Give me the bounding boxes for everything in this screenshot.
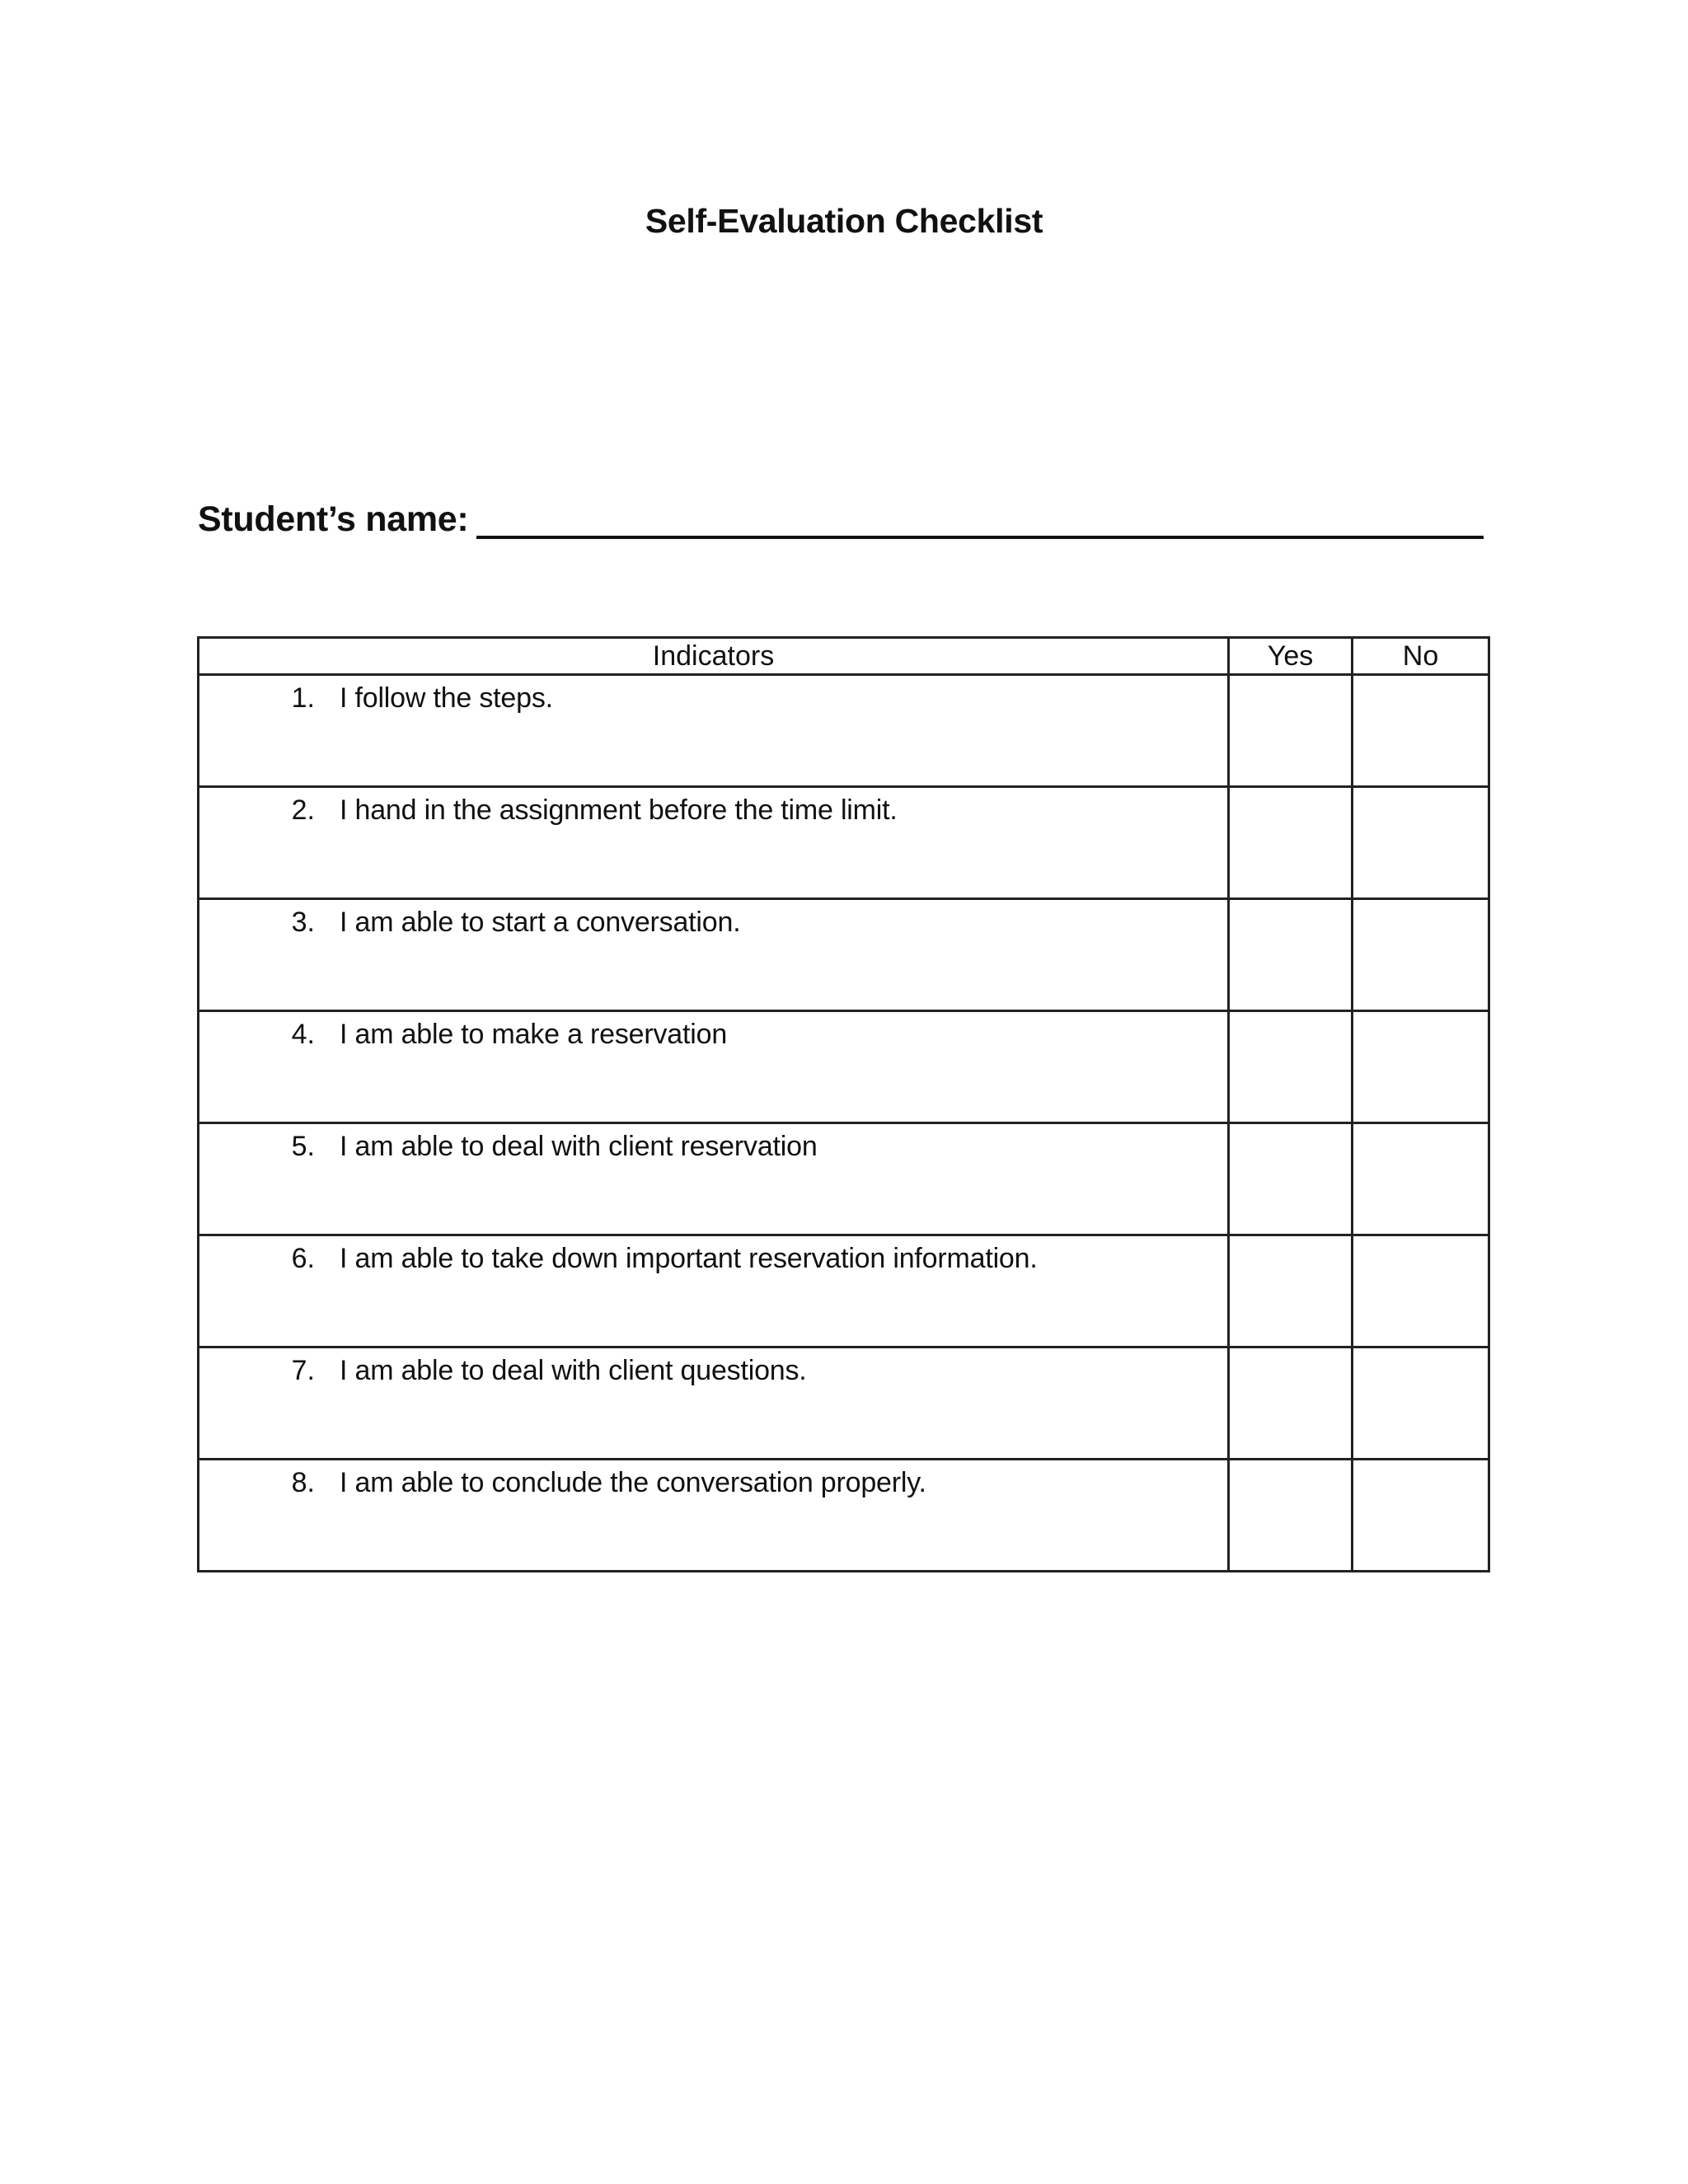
yes-checkbox-cell[interactable] — [1229, 675, 1353, 787]
no-checkbox-cell[interactable] — [1353, 1235, 1489, 1347]
header-yes: Yes — [1229, 638, 1353, 675]
indicator-cell — [199, 899, 1229, 1011]
indicator-number: 2. — [291, 794, 315, 826]
no-checkbox-cell[interactable] — [1353, 899, 1489, 1011]
header-no: No — [1353, 638, 1489, 675]
table-row — [199, 675, 1489, 787]
indicator-cell — [199, 1347, 1229, 1460]
table-row — [199, 1123, 1489, 1235]
indicator-cell — [199, 1235, 1229, 1347]
yes-checkbox-cell[interactable] — [1229, 1347, 1353, 1460]
yes-checkbox-cell[interactable] — [1229, 1011, 1353, 1123]
no-checkbox-cell[interactable] — [1353, 1460, 1489, 1572]
no-checkbox-cell[interactable] — [1353, 1123, 1489, 1235]
indicator-cell — [199, 787, 1229, 899]
no-checkbox-cell[interactable] — [1353, 1347, 1489, 1460]
table-row — [199, 1460, 1489, 1572]
page-title: Self-Evaluation Checklist — [645, 202, 1043, 240]
yes-checkbox-cell[interactable] — [1229, 1460, 1353, 1572]
indicator-number: 1. — [291, 682, 315, 714]
table-row — [199, 899, 1489, 1011]
header-indicators: Indicators — [199, 638, 1229, 675]
student-name-blank-line[interactable] — [476, 536, 1484, 539]
indicator-cell — [199, 1011, 1229, 1123]
indicator-number: 7. — [291, 1355, 315, 1386]
indicator-text: I follow the steps. — [340, 682, 553, 714]
indicator-cell — [199, 1460, 1229, 1572]
yes-checkbox-cell[interactable] — [1229, 899, 1353, 1011]
indicator-number: 3. — [291, 907, 315, 938]
no-checkbox-cell[interactable] — [1353, 787, 1489, 899]
no-checkbox-cell[interactable] — [1353, 1011, 1489, 1123]
table-row — [199, 1235, 1489, 1347]
indicator-cell — [199, 675, 1229, 787]
indicator-text: I am able to make a reservation — [340, 1019, 728, 1050]
indicator-number: 6. — [291, 1243, 315, 1274]
indicator-number: 4. — [291, 1019, 315, 1050]
table-row — [199, 1011, 1489, 1123]
indicator-text: I am able to deal with client reservation — [340, 1131, 818, 1162]
checklist-table — [197, 636, 1490, 1572]
indicator-text: I am able to conclude the conversation properly. — [340, 1467, 926, 1498]
table-header-row — [199, 638, 1489, 675]
yes-checkbox-cell[interactable] — [1229, 787, 1353, 899]
indicator-text: I hand in the assignment before the time limit. — [340, 794, 898, 826]
indicator-text: I am able to deal with client questions. — [340, 1355, 807, 1386]
indicator-number: 8. — [291, 1467, 315, 1498]
indicator-text: I am able to start a conversation. — [340, 907, 741, 938]
student-name-label: Student’s name: — [198, 499, 469, 539]
table-row — [199, 1347, 1489, 1460]
indicator-cell — [199, 1123, 1229, 1235]
yes-checkbox-cell[interactable] — [1229, 1235, 1353, 1347]
student-name-row — [198, 486, 1484, 544]
table-row — [199, 787, 1489, 899]
yes-checkbox-cell[interactable] — [1229, 1123, 1353, 1235]
indicator-text: I am able to take down important reservation information. — [340, 1243, 1038, 1274]
indicator-number: 5. — [291, 1131, 315, 1162]
no-checkbox-cell[interactable] — [1353, 675, 1489, 787]
